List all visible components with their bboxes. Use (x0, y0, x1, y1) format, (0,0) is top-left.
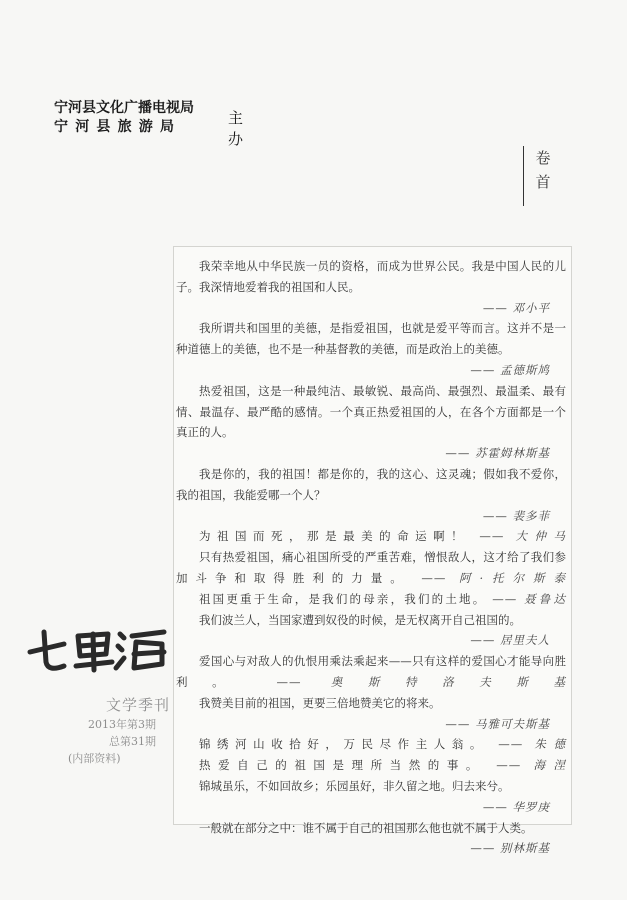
sponsor-tourism-bureau: 宁河县旅游局 (54, 119, 182, 135)
quote-author: —— 裴多菲 (482, 508, 550, 523)
quote-author: —— 居里夫人 (470, 633, 550, 648)
internal-note: (内部资料) (68, 752, 121, 765)
quote-text: 我荣幸地从中华民族一员的资格，而成为世界公民。我是中国人民的儿子。我深情地爱着我的祖国和人民。 (176, 259, 566, 294)
magazine-type: 文学季刊 (105, 696, 170, 714)
quote-text: 我所谓共和国里的美德，是指爱祖国，也就是爱平等而言。这并不是一种道德上的美德，也不是一种基督教的美德，而是政治上的美德。 (176, 321, 566, 357)
quote (176, 755, 566, 776)
quote-text: 爱国心与对敌人的仇恨用乘法乘起来——只有这样的爱国心才能导向胜利。 (176, 654, 566, 689)
sponsors-block (54, 99, 245, 148)
quote-text: 热爱自己的祖国是理所当然的事。 (199, 758, 485, 773)
section-title-char1: 卷 (535, 149, 551, 167)
sponsor-culture-bureau: 宁河县文化广播电视局 (54, 100, 194, 116)
quote-author: —— 阿·托尔斯泰 (421, 570, 567, 585)
quote-text: 锦绣河山收拾好，万民尽作主人翁。 (199, 737, 488, 752)
magazine-logo (24, 622, 172, 680)
quote-author: —— 苏霍姆林斯基 (445, 446, 550, 461)
quote-author: —— 海涅 (496, 758, 567, 773)
quote-author: —— 邓小平 (482, 300, 550, 315)
quote-text: 我是你的，我的祖国！都是你的，我的这心、这灵魂；假如我不爱你，我的祖国，我能爱哪一个人？ (176, 466, 566, 502)
quote-author: —— 聂鲁达 (492, 591, 566, 606)
quote-text: 一般就在部分之中：谁不属于自己的祖国那么他也就不属于人类。 (199, 820, 533, 835)
quote-text: 我赞美目前的祖国，更要三倍地赞美它的将来。 (199, 695, 441, 710)
quotes-list (176, 256, 566, 859)
quote (176, 589, 566, 610)
sponsor-suffix: 主办 (228, 109, 245, 148)
quote-author: —— 奥斯特洛夫斯基 (276, 674, 567, 689)
magazine-info (42, 694, 170, 767)
quote (176, 651, 566, 693)
section-title (534, 146, 552, 194)
quote-text: 只有热爱祖国，痛心祖国所受的严重苦难，憎恨敌人，这才给了我们参加斗争和取得胜利的力量。 (176, 550, 566, 585)
quote (176, 734, 566, 755)
quote (176, 547, 566, 589)
quote-author: —— 别林斯基 (470, 841, 550, 856)
quote-text: 为祖国而死，那是最美的命运啊！ (199, 529, 470, 544)
quote-author: —— 马雅可夫斯基 (445, 716, 550, 731)
quote-author: —— 孟德斯鸠 (470, 362, 550, 377)
quote-text: 热爱祖国，这是一种最纯洁、最敏锐、最高尚、最强烈、最温柔、最有情、最温存、最严酷的感情。一个真正热爱祖国的人，在各个方面都是一个真正的人。 (176, 383, 566, 440)
quote-author: —— 华罗庚 (482, 799, 550, 814)
quote-author: —— 朱德 (498, 737, 566, 752)
quote-author: —— 大仲马 (479, 529, 567, 544)
section-divider (523, 146, 524, 206)
quote-text: 我们波兰人，当国家遭到奴役的时候，是无权离开自己祖国的。 (199, 612, 521, 627)
issue-number: 2013年第3期 (88, 718, 156, 731)
total-issue-number: 总第31期 (109, 735, 156, 748)
quote (176, 526, 566, 547)
quote-text: 锦城虽乐，不如回故乡；乐园虽好，非久留之地。归去来兮。 (199, 778, 510, 793)
section-title-char2: 首 (535, 173, 551, 191)
quote-text: 祖国更重于生命，是我们的母亲，我们的土地。 (199, 591, 487, 606)
